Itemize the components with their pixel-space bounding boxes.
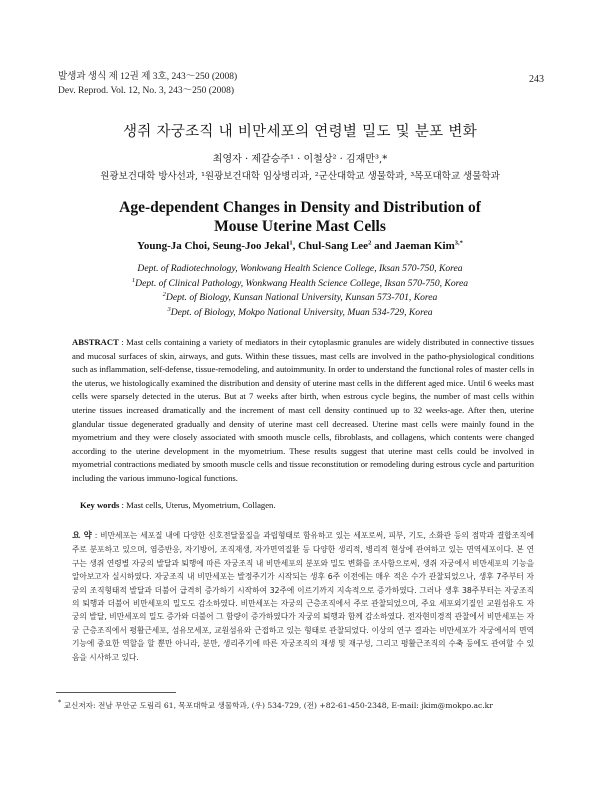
affiliation-line-2 bbox=[0, 291, 600, 306]
affiliation-sup-1: 1 bbox=[131, 276, 136, 284]
title-english-line-1: Age-dependent Changes in Density and Distribution of bbox=[119, 199, 481, 216]
journal-header bbox=[58, 70, 237, 98]
affiliation-line-3 bbox=[0, 306, 600, 321]
author-group-3: and Jaeman Kim bbox=[371, 240, 455, 252]
affiliation-text-1: Dept. of Clinical Pathology, Wonkwang Health Science College, Iksan 570-750, Korea bbox=[135, 277, 469, 289]
footnote-text: 교신저자: 전남 무안군 도림리 61, 목포대학교 생물학과, (우) 534-729, (전) +82-61-450-2348, E-mail: jkim@mokpo.ac.kr bbox=[61, 701, 493, 710]
affiliation-text-3: Dept. of Biology, Mokpo National University, Muan 534-729, Korea bbox=[170, 306, 433, 318]
title-english bbox=[0, 198, 600, 236]
summary-text: : 비만세포는 세포질 내에 다양한 신호전달물질을 과립형태로 함유하고 있는 세포로써, 피부, 기도, 소화관 등의 점막과 결합조직에 주로 분포하고 있으며, 염증반응, 자기방어, 조직재생, 자가면역질환 등 다양한 생리적, 병리적 현상에 관여하고 있는 면역세포이다. 본 연구는 생쥐 연령별 자궁의 발달과 퇴행에 따른 자궁조직 내 비만세포의 분포와 밀도 변화를 조사함으로써, 생쥐 자궁에서 비만세포의 기능을 알아보고자 실시하였다. 자궁조직 내 비만세포는 발정주기가 시작되는 생후 6주 이전에는 매우 적은 수가 관찰되었으나, 생후 7주부터 자궁의 조직형태적 발달과 더불어 급격히 증가하기 시작하여 32주에 이르기까지 지속적으로 증가하였다. 그러나 생후 38주부터는 자궁조직의 퇴행과 더불어 비만세포의 밀도도 감소하였다. 비만세포는 자궁의 근층조직에서 주로 관찰되었으며, 주요 세포외기질인 교원섬유도 자궁의 발달, 비만세포의 밀도 증가와 더불어 그 함량이 증가하였다가 자궁의 퇴행과 함께 감소하였다. 전자현미경적 관찰에서 비만세포는 자궁 근층조직에서 평활근세포, 섬유모세포, 교원섬유와 근접하고 있는 형태로 관찰되었다. 이상의 연구 결과는 비만세포가 자궁에서의 면역기능에 중요한 역할을 할 뿐만 아니라, 분만, 생리주기에 따른 자궁조직의 재생 및 재구성, 그리고 평활근조직의 수축 등에도 관여할 수 있음을 시사하고 있다. bbox=[72, 531, 534, 662]
page-number: 243 bbox=[529, 74, 544, 85]
author-group-1: Young-Ja Choi, Seung-Joo Jekal bbox=[137, 240, 290, 252]
affiliation-sup-2: 2 bbox=[162, 290, 166, 298]
footnote-marker: * bbox=[58, 698, 62, 707]
journal-line-ko: 발생과 생식 제 12권 제 3호, 243～250 (2008) bbox=[58, 72, 238, 82]
author-sup-3: 3,* bbox=[454, 239, 463, 247]
abstract-label: ABSTRACT bbox=[72, 337, 119, 347]
keywords-text: : Mast cells, Uterus, Myometrium, Collagen. bbox=[119, 500, 276, 510]
author-sup-1: 1 bbox=[289, 239, 293, 247]
footnote-divider bbox=[56, 692, 176, 693]
title-english-line-2: Mouse Uterine Mast Cells bbox=[214, 218, 386, 235]
author-sup-2: 2 bbox=[368, 239, 372, 247]
affiliation-text-2: Dept. of Biology, Kunsan National University, Kunsan 573-701, Korea bbox=[165, 292, 438, 303]
authors-korean: 최영자 · 제갈승주¹ · 이철상² · 김재만³,* bbox=[212, 154, 388, 165]
author-group-2: , Chul-Sang Lee bbox=[292, 240, 369, 252]
abstract bbox=[72, 336, 534, 486]
title-korean: 생쥐 자궁조직 내 비만세포의 연령별 밀도 및 분포 변화 bbox=[122, 124, 478, 140]
summary-korean bbox=[72, 529, 534, 664]
affiliation-line-0: Dept. of Radiotechnology, Wonkwang Health Science College, Iksan 570-750, Korea bbox=[137, 263, 463, 274]
affiliation-line-1 bbox=[0, 277, 600, 292]
summary-label: 요 약 bbox=[72, 531, 92, 541]
authors-english bbox=[0, 240, 600, 252]
affiliations-korean: 원광보건대학 방사선과, ¹원광보건대학 임상병리과, ²군산대학교 생물학과, ³목포대학교 생물학과 bbox=[100, 171, 500, 182]
keywords-label: Key words bbox=[80, 500, 120, 510]
journal-line-en: Dev. Reprod. Vol. 12, No. 3, 243～250 (2008) bbox=[58, 86, 235, 96]
affiliations-english bbox=[0, 262, 600, 320]
keywords bbox=[80, 500, 534, 510]
affiliation-sup-3: 3 bbox=[167, 305, 171, 313]
corresponding-author-footnote bbox=[58, 700, 538, 713]
abstract-text: : Mast cells containing a variety of mediators in their cytoplasmic granules are widely distributed in connective tissues and mucosal surfaces of skin, airways, and guts. Within these tissues, mast cells are involved in the patho-physiological conditions such as inflammation, self-defense, tissue-remodeling, and autoimmunity. In order to understand the functional roles of master cells in the uterus, we histologically examined the distribution and density of uterine mast cells in the different aged mice. Until 6 weeks mast cells were sparsely detected in the uterus. But at 7 weeks after birth, when estrous cycle begins, the number of mast cells within uterine tissues increased dramatically and the increment of mast cell density continued up to 32 weeks-age. After then, uterine glandular tissue degenerated gradually and density of uterine mast cell decreased. Uterine mast cells were mainly found in the myometrium and they were closely associated with smooth muscle cells, fibroblasts, and collagens, which contents were changed according to the uterine development in the myometrium. These results suggest that uterine mast cells could be involved in myometrial contractions mediated by smooth muscle cells and tissue reconstitution or remodeling during estrous cycle and parturition including the various immuno-logical functions. bbox=[72, 337, 534, 483]
